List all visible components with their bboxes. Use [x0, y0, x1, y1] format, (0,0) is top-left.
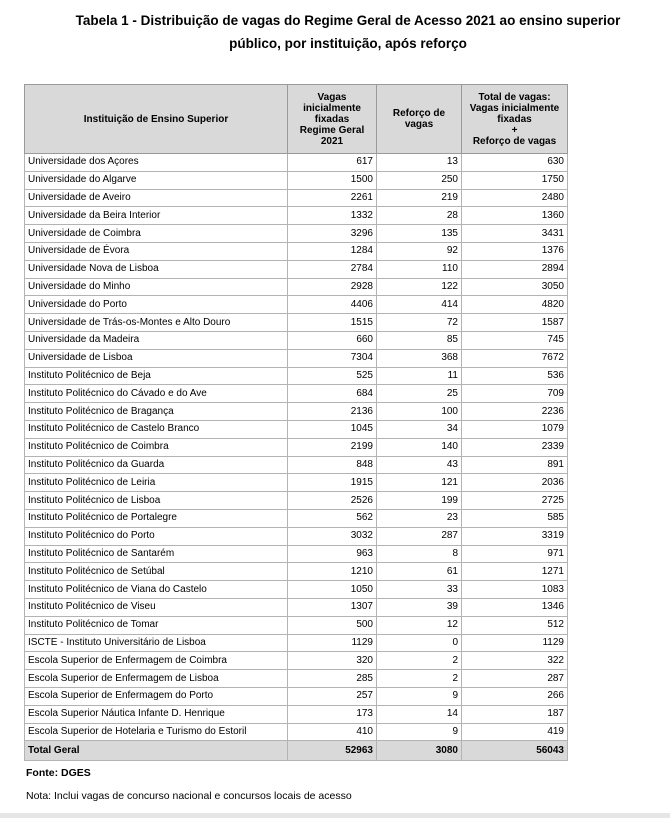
- table-row: [25, 723, 568, 741]
- vagas-iniciais-value: 2261: [288, 189, 377, 207]
- institution-name: Instituto Politécnico de Lisboa: [25, 492, 288, 510]
- vagas-iniciais-value: 4406: [288, 296, 377, 314]
- institution-name: Universidade de Aveiro: [25, 189, 288, 207]
- table-row: [25, 705, 568, 723]
- total-vagas-value: 3319: [462, 527, 568, 545]
- total-vagas-value: 745: [462, 331, 568, 349]
- table-row: [25, 581, 568, 599]
- table-row: [25, 189, 568, 207]
- reforco-value: 23: [377, 509, 462, 527]
- total-vagas-value: 1129: [462, 634, 568, 652]
- table-row: [25, 670, 568, 688]
- vagas-iniciais-value: 2928: [288, 278, 377, 296]
- reforco-value: 100: [377, 403, 462, 421]
- total-vagas-iniciais: 52963: [288, 741, 377, 761]
- institution-name: Escola Superior de Hotelaria e Turismo do Estoril: [25, 723, 288, 741]
- header-vagas-iniciais: Vagas inicialmente fixadas Regime Geral 2021: [288, 85, 377, 154]
- institution-name: Universidade Nova de Lisboa: [25, 260, 288, 278]
- institution-name: Instituto Politécnico de Beja: [25, 367, 288, 385]
- institution-name: Instituto Politécnico do Porto: [25, 527, 288, 545]
- total-vagas-value: 287: [462, 670, 568, 688]
- total-vagas-value: 512: [462, 616, 568, 634]
- total-vagas-value: 2339: [462, 438, 568, 456]
- page-bottom-edge: [0, 813, 670, 818]
- table-row: [25, 367, 568, 385]
- table-row: [25, 474, 568, 492]
- institution-name: Instituto Politécnico de Portalegre: [25, 509, 288, 527]
- vagas-iniciais-value: 2136: [288, 403, 377, 421]
- reforco-value: 61: [377, 563, 462, 581]
- footnote: Nota: Inclui vagas de concurso nacional e concursos locais de acesso: [26, 790, 352, 802]
- institution-name: Universidade da Madeira: [25, 331, 288, 349]
- reforco-value: 9: [377, 723, 462, 741]
- reforco-value: 39: [377, 598, 462, 616]
- reforco-value: 92: [377, 242, 462, 260]
- vagas-iniciais-value: 1500: [288, 171, 377, 189]
- reforco-value: 250: [377, 171, 462, 189]
- institution-name: Universidade dos Açores: [25, 154, 288, 172]
- institution-name: Universidade do Algarve: [25, 171, 288, 189]
- reforco-value: 122: [377, 278, 462, 296]
- total-vagas-value: 7672: [462, 349, 568, 367]
- table-header-row: [25, 85, 568, 154]
- institution-name: Instituto Politécnico de Viseu: [25, 598, 288, 616]
- institution-name: Escola Superior Náutica Infante D. Henrique: [25, 705, 288, 723]
- reforco-value: 121: [377, 474, 462, 492]
- total-vagas-value: 1271: [462, 563, 568, 581]
- vagas-iniciais-value: 7304: [288, 349, 377, 367]
- institution-name: Instituto Politécnico da Guarda: [25, 456, 288, 474]
- vagas-iniciais-value: 2199: [288, 438, 377, 456]
- total-reforco: 3080: [377, 741, 462, 761]
- reforco-value: 43: [377, 456, 462, 474]
- institution-name: ISCTE - Instituto Universitário de Lisboa: [25, 634, 288, 652]
- institution-name: Instituto Politécnico de Bragança: [25, 403, 288, 421]
- vagas-iniciais-value: 257: [288, 687, 377, 705]
- table-body: [25, 154, 568, 741]
- institution-name: Escola Superior de Enfermagem do Porto: [25, 687, 288, 705]
- total-vagas-value: 2036: [462, 474, 568, 492]
- reforco-value: 199: [377, 492, 462, 510]
- reforco-value: 72: [377, 314, 462, 332]
- reforco-value: 28: [377, 207, 462, 225]
- table-row: [25, 260, 568, 278]
- vagas-iniciais-value: 320: [288, 652, 377, 670]
- vagas-iniciais-value: 3296: [288, 225, 377, 243]
- vagas-iniciais-value: 1045: [288, 420, 377, 438]
- total-vagas-value: 1587: [462, 314, 568, 332]
- institution-name: Instituto Politécnico de Castelo Branco: [25, 420, 288, 438]
- reforco-value: 219: [377, 189, 462, 207]
- table-row: [25, 314, 568, 332]
- total-vagas-value: 2725: [462, 492, 568, 510]
- table-row: [25, 527, 568, 545]
- total-vagas-value: 322: [462, 652, 568, 670]
- institution-name: Instituto Politécnico de Leiria: [25, 474, 288, 492]
- table-row: [25, 420, 568, 438]
- total-label: Total Geral: [25, 741, 288, 761]
- header-reforco: Reforço de vagas: [377, 85, 462, 154]
- total-vagas-value: 1346: [462, 598, 568, 616]
- reforco-value: 33: [377, 581, 462, 599]
- vagas-iniciais-value: 2526: [288, 492, 377, 510]
- table-row: [25, 171, 568, 189]
- reforco-value: 110: [377, 260, 462, 278]
- table-row: [25, 349, 568, 367]
- vagas-iniciais-value: 525: [288, 367, 377, 385]
- reforco-value: 8: [377, 545, 462, 563]
- institution-name: Universidade do Minho: [25, 278, 288, 296]
- vagas-iniciais-value: 1915: [288, 474, 377, 492]
- institution-name: Universidade do Porto: [25, 296, 288, 314]
- reforco-value: 414: [377, 296, 462, 314]
- institution-name: Instituto Politécnico do Cávado e do Ave: [25, 385, 288, 403]
- total-vagas-value: 2236: [462, 403, 568, 421]
- table-row: [25, 331, 568, 349]
- table-row: [25, 438, 568, 456]
- total-vagas-value: 1079: [462, 420, 568, 438]
- table-row: [25, 456, 568, 474]
- total-vagas-value: 419: [462, 723, 568, 741]
- table-row: [25, 403, 568, 421]
- institution-name: Instituto Politécnico de Viana do Castelo: [25, 581, 288, 599]
- institution-name: Instituto Politécnico de Tomar: [25, 616, 288, 634]
- total-vagas-value: 536: [462, 367, 568, 385]
- header-total: Total de vagas: Vagas inicialmente fixadas + Reforço de vagas: [462, 85, 568, 154]
- total-vagas-value: 585: [462, 509, 568, 527]
- total-vagas-value: 891: [462, 456, 568, 474]
- header-instituicao: Instituição de Ensino Superior: [25, 85, 288, 154]
- reforco-value: 34: [377, 420, 462, 438]
- table-row: [25, 652, 568, 670]
- vagas-iniciais-value: 2784: [288, 260, 377, 278]
- vagas-iniciais-value: 1210: [288, 563, 377, 581]
- vagas-iniciais-value: 500: [288, 616, 377, 634]
- reforco-value: 25: [377, 385, 462, 403]
- table-row: [25, 598, 568, 616]
- table-row: [25, 509, 568, 527]
- reforco-value: 2: [377, 670, 462, 688]
- vagas-iniciais-value: 660: [288, 331, 377, 349]
- table-row: [25, 616, 568, 634]
- vagas-iniciais-value: 1050: [288, 581, 377, 599]
- vagas-iniciais-value: 1515: [288, 314, 377, 332]
- vagas-iniciais-value: 285: [288, 670, 377, 688]
- total-vagas-value: 971: [462, 545, 568, 563]
- table-row: [25, 687, 568, 705]
- total-row: [25, 741, 568, 761]
- table-row: [25, 296, 568, 314]
- total-vagas-value: 709: [462, 385, 568, 403]
- vagas-iniciais-value: 3032: [288, 527, 377, 545]
- vagas-iniciais-value: 173: [288, 705, 377, 723]
- total-vagas-value: 1376: [462, 242, 568, 260]
- vagas-iniciais-value: 848: [288, 456, 377, 474]
- total-vagas-value: 3431: [462, 225, 568, 243]
- table-row: [25, 278, 568, 296]
- table-title: [0, 9, 670, 55]
- institution-name: Instituto Politécnico de Coimbra: [25, 438, 288, 456]
- vagas-iniciais-value: 1307: [288, 598, 377, 616]
- table-row: [25, 154, 568, 172]
- table-row: [25, 634, 568, 652]
- vagas-iniciais-value: 1284: [288, 242, 377, 260]
- total-vagas-value: 630: [462, 154, 568, 172]
- total-vagas: 56043: [462, 741, 568, 761]
- title-line-1: Tabela 1 - Distribuição de vagas do Regime Geral de Acesso 2021 ao ensino superior: [75, 13, 621, 28]
- institution-name: Escola Superior de Enfermagem de Coimbra: [25, 652, 288, 670]
- table-row: [25, 225, 568, 243]
- table-row: [25, 545, 568, 563]
- reforco-value: 135: [377, 225, 462, 243]
- total-vagas-value: 266: [462, 687, 568, 705]
- total-vagas-value: 2894: [462, 260, 568, 278]
- institution-name: Universidade de Trás-os-Montes e Alto Douro: [25, 314, 288, 332]
- vagas-iniciais-value: 684: [288, 385, 377, 403]
- vagas-iniciais-value: 410: [288, 723, 377, 741]
- total-vagas-value: 1083: [462, 581, 568, 599]
- reforco-value: 85: [377, 331, 462, 349]
- reforco-value: 9: [377, 687, 462, 705]
- total-vagas-value: 2480: [462, 189, 568, 207]
- vagas-iniciais-value: 562: [288, 509, 377, 527]
- source-note: Fonte: DGES: [26, 767, 91, 779]
- reforco-value: 368: [377, 349, 462, 367]
- reforco-value: 0: [377, 634, 462, 652]
- reforco-value: 11: [377, 367, 462, 385]
- total-vagas-value: 1360: [462, 207, 568, 225]
- reforco-value: 14: [377, 705, 462, 723]
- table-row: [25, 207, 568, 225]
- reforco-value: 287: [377, 527, 462, 545]
- total-vagas-value: 3050: [462, 278, 568, 296]
- institution-name: Instituto Politécnico de Setúbal: [25, 563, 288, 581]
- reforco-value: 140: [377, 438, 462, 456]
- institution-name: Universidade da Beira Interior: [25, 207, 288, 225]
- table-row: [25, 385, 568, 403]
- vagas-iniciais-value: 1129: [288, 634, 377, 652]
- table-row: [25, 563, 568, 581]
- table-row: [25, 242, 568, 260]
- total-vagas-value: 1750: [462, 171, 568, 189]
- title-line-2: público, por instituição, após reforço: [229, 36, 467, 51]
- reforco-value: 12: [377, 616, 462, 634]
- vagas-iniciais-value: 1332: [288, 207, 377, 225]
- institution-name: Universidade de Évora: [25, 242, 288, 260]
- institution-name: Universidade de Coimbra: [25, 225, 288, 243]
- institution-name: Escola Superior de Enfermagem de Lisboa: [25, 670, 288, 688]
- total-vagas-value: 4820: [462, 296, 568, 314]
- total-vagas-value: 187: [462, 705, 568, 723]
- table-row: [25, 492, 568, 510]
- institution-name: Universidade de Lisboa: [25, 349, 288, 367]
- vagas-iniciais-value: 963: [288, 545, 377, 563]
- institution-name: Instituto Politécnico de Santarém: [25, 545, 288, 563]
- vagas-iniciais-value: 617: [288, 154, 377, 172]
- reforco-value: 2: [377, 652, 462, 670]
- reforco-value: 13: [377, 154, 462, 172]
- vagas-table: [24, 84, 568, 761]
